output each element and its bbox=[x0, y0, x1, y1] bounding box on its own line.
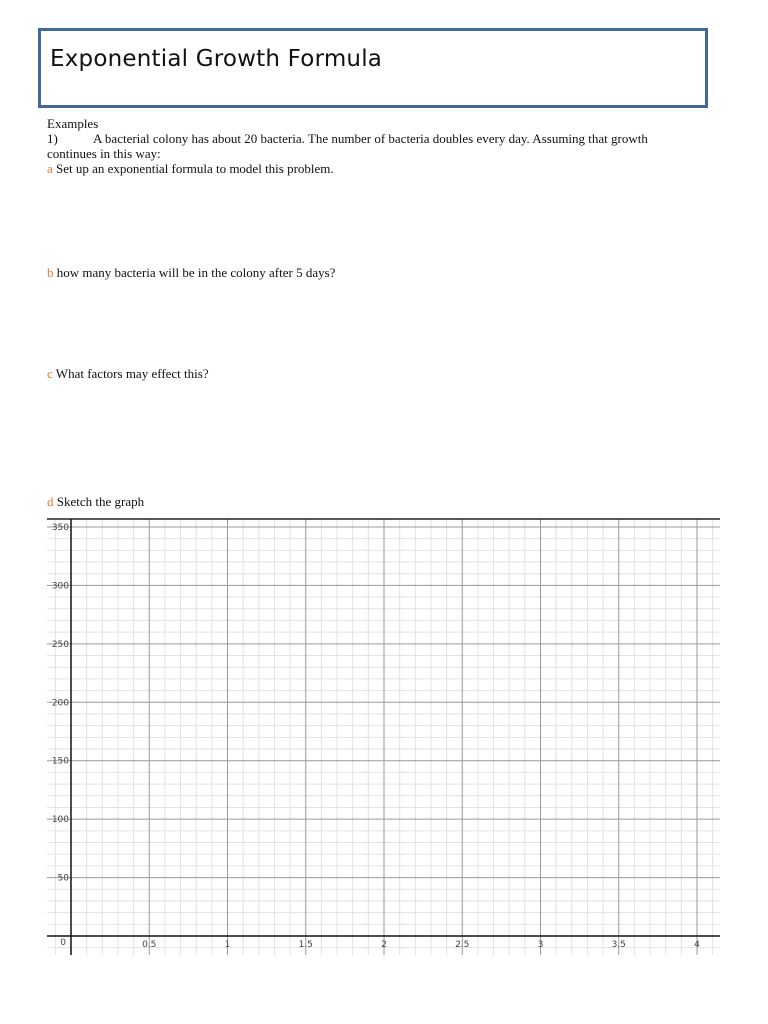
y-tick-label: 150 bbox=[51, 756, 69, 767]
problem-text-1: A bacterial colony has about 20 bacteria. The number of bacteria doubles every day. Assuming that growth bbox=[93, 131, 648, 146]
x-tick-label: 3 bbox=[537, 940, 544, 950]
part-a-letter: a bbox=[47, 161, 53, 176]
section-heading: Examples bbox=[47, 116, 99, 131]
part-c-text: What factors may effect this? bbox=[55, 366, 209, 381]
part-b-text: how many bacteria will be in the colony after 5 days? bbox=[56, 265, 336, 280]
origin-label: 0 bbox=[60, 938, 66, 948]
y-tick-label: 250 bbox=[51, 639, 69, 650]
x-tick-label: 3.5 bbox=[611, 940, 626, 950]
page-title: Exponential Growth Formula bbox=[50, 46, 383, 72]
part-b-letter: b bbox=[47, 265, 54, 280]
x-tick-label: 2 bbox=[381, 940, 387, 950]
x-tick-label: 1.5 bbox=[298, 940, 313, 950]
y-tick-label: 100 bbox=[51, 815, 69, 826]
part-d-text: Sketch the graph bbox=[56, 494, 145, 509]
part-a-text: Set up an exponential formula to model this problem. bbox=[56, 161, 334, 176]
x-tick-label: 2.5 bbox=[455, 940, 470, 950]
x-tick-label: 1 bbox=[224, 940, 231, 950]
y-tick-label: 200 bbox=[51, 698, 69, 709]
y-tick-label: 350 bbox=[51, 523, 69, 533]
part-c-letter: c bbox=[47, 366, 53, 381]
x-tick-label: 0.5 bbox=[142, 940, 157, 950]
x-tick-label: 4 bbox=[694, 940, 700, 950]
problem-number: 1) bbox=[47, 131, 58, 146]
y-tick-label: 300 bbox=[51, 581, 69, 592]
problem-line-2: continues in this way: bbox=[47, 146, 161, 161]
part-d-letter: d bbox=[47, 494, 54, 509]
y-tick-label: 50 bbox=[57, 873, 69, 884]
